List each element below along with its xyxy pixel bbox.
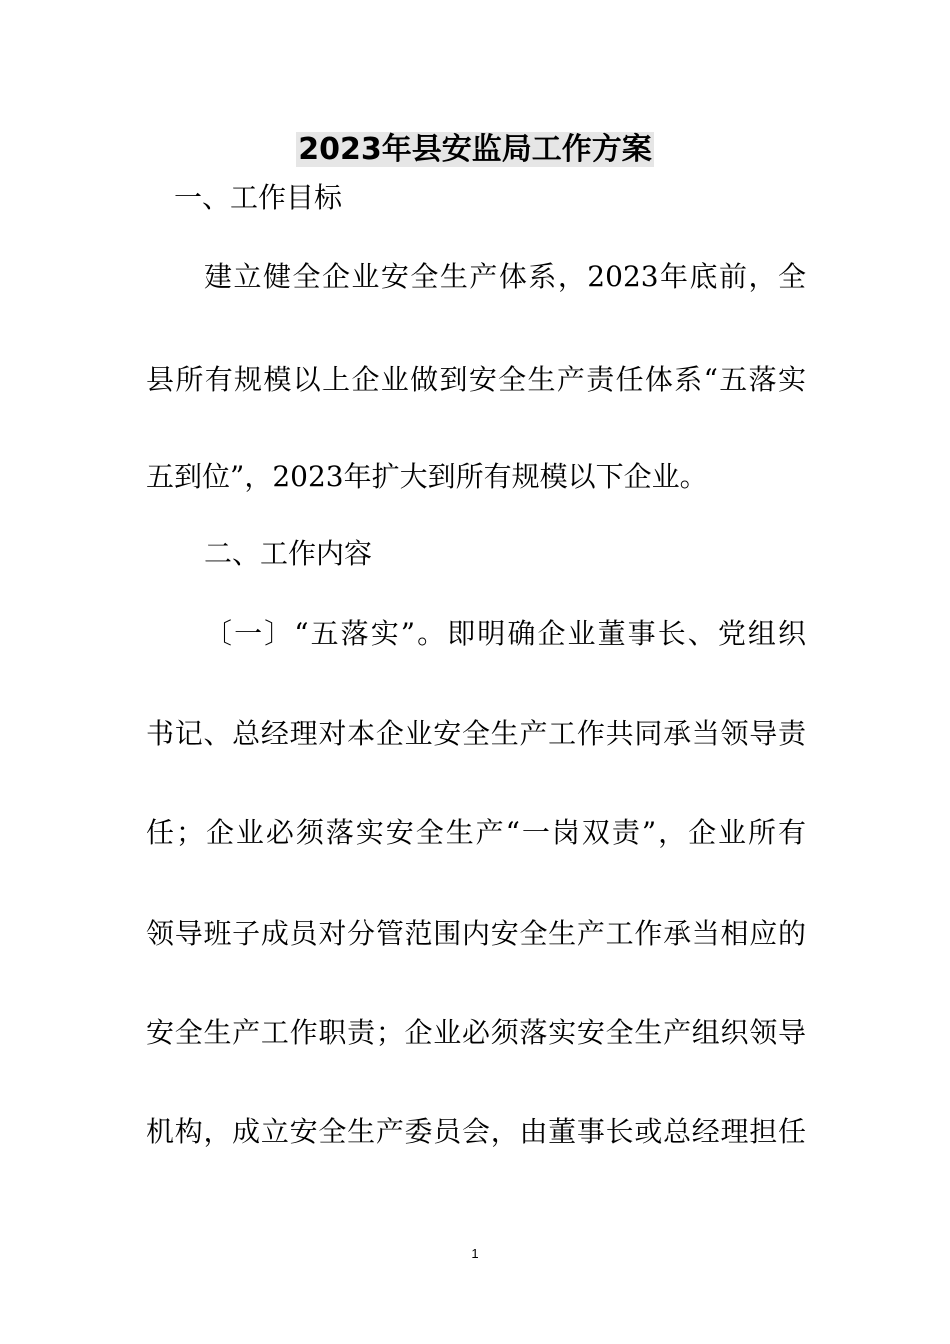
paragraph-line: 五到位”，2023年扩大到所有规模以下企业。: [146, 460, 708, 493]
section-heading-content: 二、工作内容: [204, 537, 373, 570]
document-title: [0, 128, 950, 172]
paragraph-line: 安全生产工作职责；企业必须落实安全生产组织领导: [146, 1016, 806, 1049]
page-number: 1: [471, 1246, 479, 1261]
paragraph-line: 建立健全企业安全生产体系，2023年底前，全: [204, 260, 806, 293]
paragraph-line: 书记、总经理对本企业安全生产工作共同承当领导责: [146, 717, 806, 750]
document-title-text: 2023年县安监局工作方案: [298, 132, 652, 167]
paragraph-line: 县所有规模以上企业做到安全生产责任体系“五落实: [146, 363, 806, 396]
paragraph-line: 任；企业必须落实安全生产“一岗双责”，企业所有: [146, 816, 806, 849]
paragraph-line: 领导班子成员对分管范围内安全生产工作承当相应的: [146, 917, 806, 950]
paragraph-line: 〔一〕“五落实”。即明确企业董事长、党组织: [204, 617, 806, 650]
paragraph-line: 机构，成立安全生产委员会，由董事长或总经理担任: [146, 1115, 806, 1148]
section-heading-goals: 一、工作目标: [174, 181, 343, 214]
